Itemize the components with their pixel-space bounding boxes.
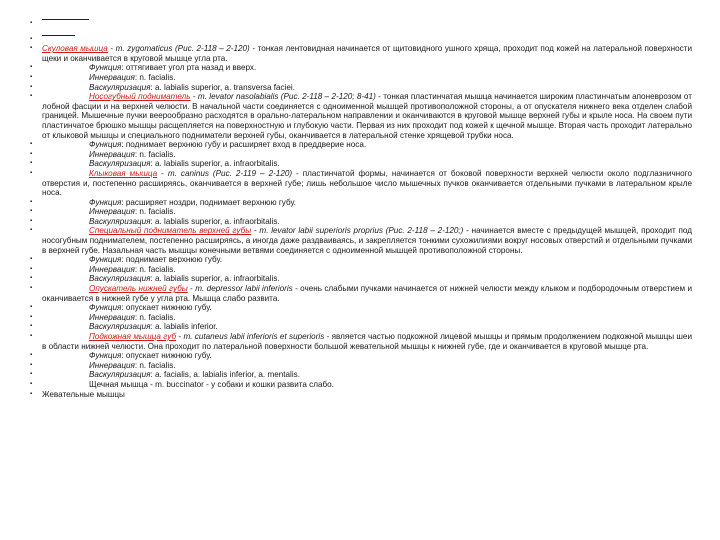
paragraph	[42, 226, 692, 255]
muscle-name: Подкожная мышца губ	[89, 332, 177, 341]
list-item	[0, 351, 720, 361]
term: (Рис. 2-118 – 2-120)	[172, 44, 250, 54]
text: : оттягивает угол рта назад и вверх.	[121, 63, 257, 73]
list-item	[0, 63, 720, 73]
bullet-icon: ▪	[30, 160, 33, 167]
text: : n. facialis.	[134, 360, 176, 370]
bullet-icon: ▪	[30, 256, 33, 263]
list-item	[0, 332, 720, 351]
paragraph	[42, 140, 692, 150]
list-item	[0, 140, 720, 150]
list-item	[0, 159, 720, 169]
text: : поднимает верхнюю губу и расширяет вход в преддверие носа.	[121, 140, 367, 150]
text: - является частью подкожной лицевой мышцы и прямым продолжением подкожной мышцы шеи в области нижней челюсти. Она проходит по латеральной поверхности большой жевательной мышцы к нижней губе, где и оканчивается в круговой мышце рта.	[42, 332, 692, 351]
list-item	[0, 198, 720, 208]
text: - тонкая лентовидная начинается от щитовидного ушного хряща, проходит под кожей на латеральной поверхности щеки и оканчивается в круговой мышце угла рта.	[42, 44, 692, 63]
bullet-icon: ▪	[30, 93, 33, 100]
paragraph	[42, 332, 692, 351]
text: -	[251, 226, 260, 236]
text: : расширяет ноздри, поднимает верхнюю губу.	[121, 197, 296, 207]
text: : a. facialis, a. labialis inferior, a. mentalis.	[150, 370, 300, 380]
term: Иннервация	[89, 312, 135, 322]
text: : опускает нижнюю губу.	[121, 303, 212, 313]
term: (Рис. 2-118 – 2-120;)	[382, 226, 464, 236]
list-item	[0, 361, 720, 371]
text: : a. labialis superior, a. infraorbitalis.	[150, 216, 280, 226]
text: : поднимает верхнюю губу.	[121, 255, 222, 265]
list-item	[0, 274, 720, 284]
list-item	[0, 303, 720, 313]
paragraph	[42, 322, 692, 332]
term: Васкуляризация	[89, 216, 151, 226]
bullet-icon: ▪	[30, 64, 33, 71]
paragraph	[42, 361, 692, 371]
muscle-name: Специальный подниматель верхней губы	[89, 226, 252, 236]
bullet-icon: ▪	[30, 265, 33, 272]
term: Иннервация	[89, 149, 135, 159]
bullet-icon: ▪	[30, 352, 33, 359]
term: Функция	[89, 197, 122, 207]
text: - пластинчатой формы, начинается от боковой поверхности верхней челюсти около подглазничного отверстия и, постепенно расширяясь, оканчивается в верхней губе; лишь небольшое число мышечных пучков оканчивается отдельными пучками в латеральном крыле носа.	[42, 168, 692, 198]
paragraph	[42, 217, 692, 227]
list-item	[0, 380, 720, 390]
term: Функция	[89, 140, 122, 150]
list-item	[0, 284, 720, 303]
bullet-icon: ▪	[30, 208, 33, 215]
muscle-name: Опускатель нижней губы	[89, 284, 188, 294]
term: Функция	[89, 255, 122, 265]
bullet-icon: ▪	[30, 380, 33, 387]
paragraph	[42, 169, 692, 198]
paragraph	[42, 274, 692, 284]
list-item	[0, 35, 720, 45]
term: Васкуляризация	[89, 159, 151, 169]
paragraph	[42, 351, 692, 361]
bullet-icon: ▪	[30, 20, 33, 26]
bullet-icon: ▪	[30, 141, 33, 148]
term: m. depressor labii inferioris	[195, 284, 293, 294]
text: -	[107, 44, 116, 54]
bullet-icon: ▪	[30, 313, 33, 320]
bullet-icon: ▪	[30, 198, 33, 205]
bullet-icon: ▪	[30, 150, 33, 157]
paragraph	[42, 73, 692, 83]
bullet-icon: ▪	[30, 285, 33, 292]
bullet-icon: ▪	[30, 323, 33, 330]
term: m. zygomaticus	[115, 44, 173, 54]
blank-line	[42, 35, 692, 36]
text: : n. facialis.	[134, 207, 176, 217]
text: : n. facialis.	[134, 264, 176, 274]
muscle-name: Клыковая мышца	[89, 168, 158, 178]
list-item	[0, 73, 720, 83]
text: -	[157, 168, 168, 178]
paragraph	[42, 265, 692, 275]
bullet-icon: ▪	[30, 169, 33, 176]
term: Васкуляризация	[89, 82, 151, 92]
paragraph	[42, 150, 692, 160]
text: -	[187, 284, 196, 294]
text: : a. labialis superior, a. infraorbitalis.	[150, 159, 280, 169]
list-item	[0, 255, 720, 265]
term: (Рис. 2-119 – 2-120)	[208, 168, 293, 178]
bullet-icon: ▪	[30, 83, 33, 90]
bullet-icon: ▪	[30, 35, 33, 42]
text: - тонкая пластинчатая мышца начинается широким пластинчатым апоневрозом от лобной фасции и на верхней челюсти. В начальной части соединяется с одноименной мышцей противоположной стороны, а от опускателя нижнего века отделен слабой границей. Мышечные пучки веерообразно расходятся в орально-латеральном направлении и оканчиваются в круговой мышце верхней губы и крыле носа. На своем пути пластинчатое брюшко мышцы расщепляется на поверхностную и глубокую части. Первая из них проходит под кожей к щечной мышце. Вторая часть проходит латерально от клыковой мышцы и специального подниматели верхней губы, оканчивается в латеральной стенке хрящевой трубки носа.	[42, 92, 692, 140]
text: : a. labialis superior, a. transversa faciei.	[150, 82, 295, 92]
text: Щечная мышца - m. buccinator - у собаки и кошки развита слабо.	[89, 379, 334, 389]
term: Функция	[89, 63, 122, 73]
text: : n. facialis.	[134, 72, 176, 82]
text: -	[176, 332, 184, 341]
term: Васкуляризация	[89, 274, 151, 284]
paragraph	[42, 284, 692, 303]
bullet-icon: ▪	[30, 45, 33, 52]
paragraph	[42, 198, 692, 208]
term: Васкуляризация	[89, 370, 151, 380]
paragraph	[42, 313, 692, 323]
underline-rule	[42, 19, 89, 20]
term: Васкуляризация	[89, 322, 151, 332]
list-item	[0, 19, 720, 29]
paragraph	[42, 255, 692, 265]
blank-line	[42, 19, 692, 20]
bullet-icon: ▪	[30, 217, 33, 224]
bullet-icon: ▪	[30, 73, 33, 80]
list-item	[0, 169, 720, 198]
list-item	[0, 217, 720, 227]
term: Иннервация	[89, 207, 135, 217]
muscle-name: Скуловая мышца	[42, 44, 108, 54]
list-item	[0, 207, 720, 217]
text: -	[190, 92, 198, 102]
paragraph	[42, 83, 692, 93]
bullet-icon: ▪	[30, 361, 33, 368]
text: : a. labialis superior, a. infraorbitalis.	[150, 274, 280, 284]
paragraph	[42, 92, 692, 140]
list-item	[0, 370, 720, 380]
bullet-icon: ▪	[30, 390, 33, 397]
underline-rule	[42, 35, 75, 36]
term: m. levator nasolabialis	[197, 92, 279, 102]
text: Жевательные мышцы	[42, 389, 125, 399]
paragraph	[42, 63, 692, 73]
muscle-name: Носогубный подниматель	[89, 92, 191, 102]
paragraph	[42, 303, 692, 313]
bullet-icon: ▪	[30, 371, 33, 378]
list-item	[0, 92, 720, 140]
list-item	[0, 226, 720, 255]
paragraph	[42, 370, 692, 380]
paragraph	[42, 390, 692, 400]
text: : n. facialis.	[134, 149, 176, 159]
term: Иннервация	[89, 264, 135, 274]
term: Иннервация	[89, 72, 135, 82]
text: - очень слабыми пучками начинается от нижней челюсти между клыком и подбородочным отверстием и оканчивается в нижней губе у угла рта. Мышца слабо развита.	[42, 284, 692, 303]
list-item	[0, 322, 720, 332]
term: Иннервация	[89, 360, 135, 370]
list-item	[0, 150, 720, 160]
term: (Рис. 2-118 – 2-120; 8-41)	[278, 92, 376, 102]
term: m. levator labii superioris proprius	[259, 226, 383, 236]
document-body	[0, 13, 720, 399]
text: : n. facialis.	[134, 312, 176, 322]
text: : опускает нижнюю губу.	[121, 351, 212, 361]
bullet-icon: ▪	[30, 275, 33, 282]
paragraph	[42, 207, 692, 217]
list-item	[0, 265, 720, 275]
bullet-icon: ▪	[30, 304, 33, 311]
list-item	[0, 44, 720, 63]
term: m. cutaneus labii inferioris et superioris	[183, 332, 325, 341]
text: : a. labialis inferior.	[150, 322, 218, 332]
term: Функция	[89, 303, 122, 313]
term: Функция	[89, 351, 122, 361]
text: - начинается вместе с предыдущей мышцей, проходит под носогубным поднимателем, постепенно расширяясь, а иногда даже раздваиваясь, и закрепляется тонкими сухожилиями вокруг носовых отверстий и отдельными пучками в верхней губе. Назальная часть мышцы конечными ветвями соединяется с одноименной мышцей противоположной стороны.	[42, 226, 692, 255]
bullet-icon: ▪	[30, 227, 33, 234]
bullet-icon: ▪	[30, 333, 33, 339]
paragraph	[42, 380, 692, 390]
list-item	[0, 313, 720, 323]
paragraph	[42, 44, 692, 63]
paragraph	[42, 159, 692, 169]
term: m. caninus	[167, 168, 209, 178]
list-item	[0, 83, 720, 93]
list-item	[0, 390, 720, 400]
